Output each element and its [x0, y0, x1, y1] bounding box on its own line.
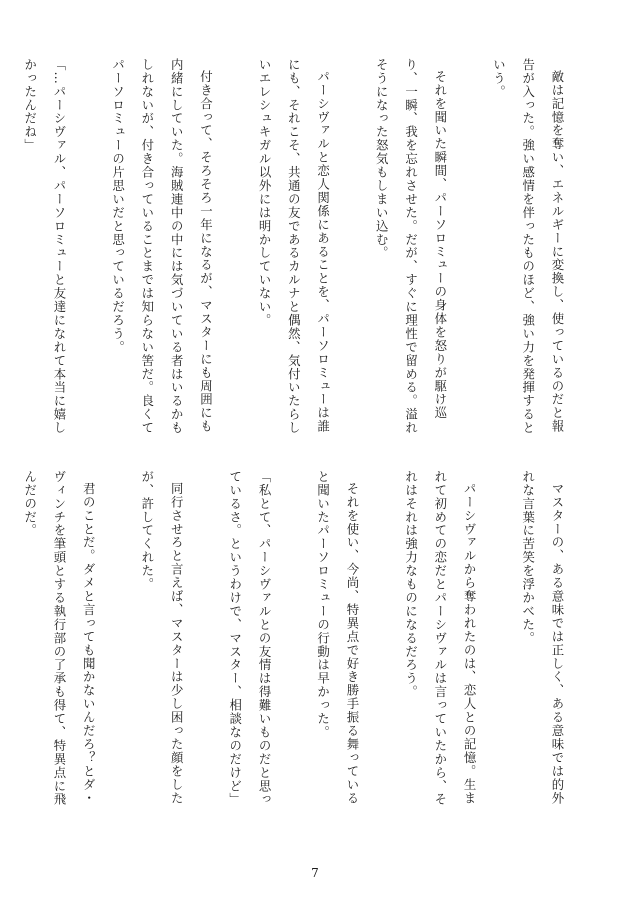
dialogue-paragraph: 「私とて、パーシヴァルとの友情は得難いものだと思っているさ。というわけで、マスター、相談なのだけど」	[227, 470, 273, 807]
upper-text-block	[22, 58, 572, 438]
blank-line	[191, 470, 220, 815]
dialogue-paragraph: 「…パーシヴァル、パーソロミューと友達になれて本当に嬉しかったんだね」	[22, 58, 67, 435]
blank-line	[0, 58, 15, 438]
blank-line	[220, 58, 249, 438]
paragraph: 君のことだ。ダメと言っても聞かないんだろ？とダ・ヴィンチを筆頭とする執行部の了承も得て、特異点に飛んだのだ。	[22, 470, 97, 807]
blank-line	[455, 58, 484, 438]
page-number: 7	[311, 866, 319, 880]
paragraph: パーシヴァルと恋人関係にあることを、パーソロミューは誰にも、それこそ、共通の友であるカルナと偶然、気付いたらしいエレシュキガル以外には明かしていない。	[257, 58, 331, 435]
blank-line	[484, 470, 513, 815]
blank-line	[367, 470, 396, 815]
paragraph: それを使い、今尚、特異点で好き勝手振る舞っていると聞いたパーソロミューの行動は早かった。	[315, 470, 360, 806]
paragraph: 同行させろと言えば、マスターは少し困った顔をしたが、許してくれた。	[139, 470, 185, 806]
paragraph: パーシヴァルから奪われたのは、恋人との記憶。生まれて初めての恋だとパーシヴァルは言っていたから、それはそれは強力なものになるだろう。	[403, 470, 478, 807]
paragraph: それを聞いた瞬間、パーソロミューの身体を怒りが駆け巡り、一瞬、我を忘れさせた。だが、すぐに理性で留める。溢れそうになった怒気もしまい込む。	[374, 58, 448, 435]
blank-line	[338, 58, 367, 438]
paragraph: 敵は記憶を奪い、エネルギーに変換し、使っているのだと報告が入った。強い感情を伴ったものほど、強い力を発揮するという。	[491, 58, 565, 435]
lower-text-block	[22, 470, 572, 815]
paragraph: マスターの、ある意味では正しく、ある意味では的外れな言葉に苦笑を浮かべた。	[520, 470, 565, 806]
blank-line	[74, 58, 103, 438]
blank-line	[103, 470, 132, 815]
paragraph: 付き合って、そろそろ一年になるが、マスターにも周囲にも内緒にしていた。海賊連中の中には気づいている者はいるかもしれないが、付き合っていることまでは知らない筈だ。良くてパーソロミューの片思いだと思っているだろう。	[110, 58, 214, 435]
blank-line	[0, 470, 15, 815]
blank-line	[279, 470, 308, 815]
